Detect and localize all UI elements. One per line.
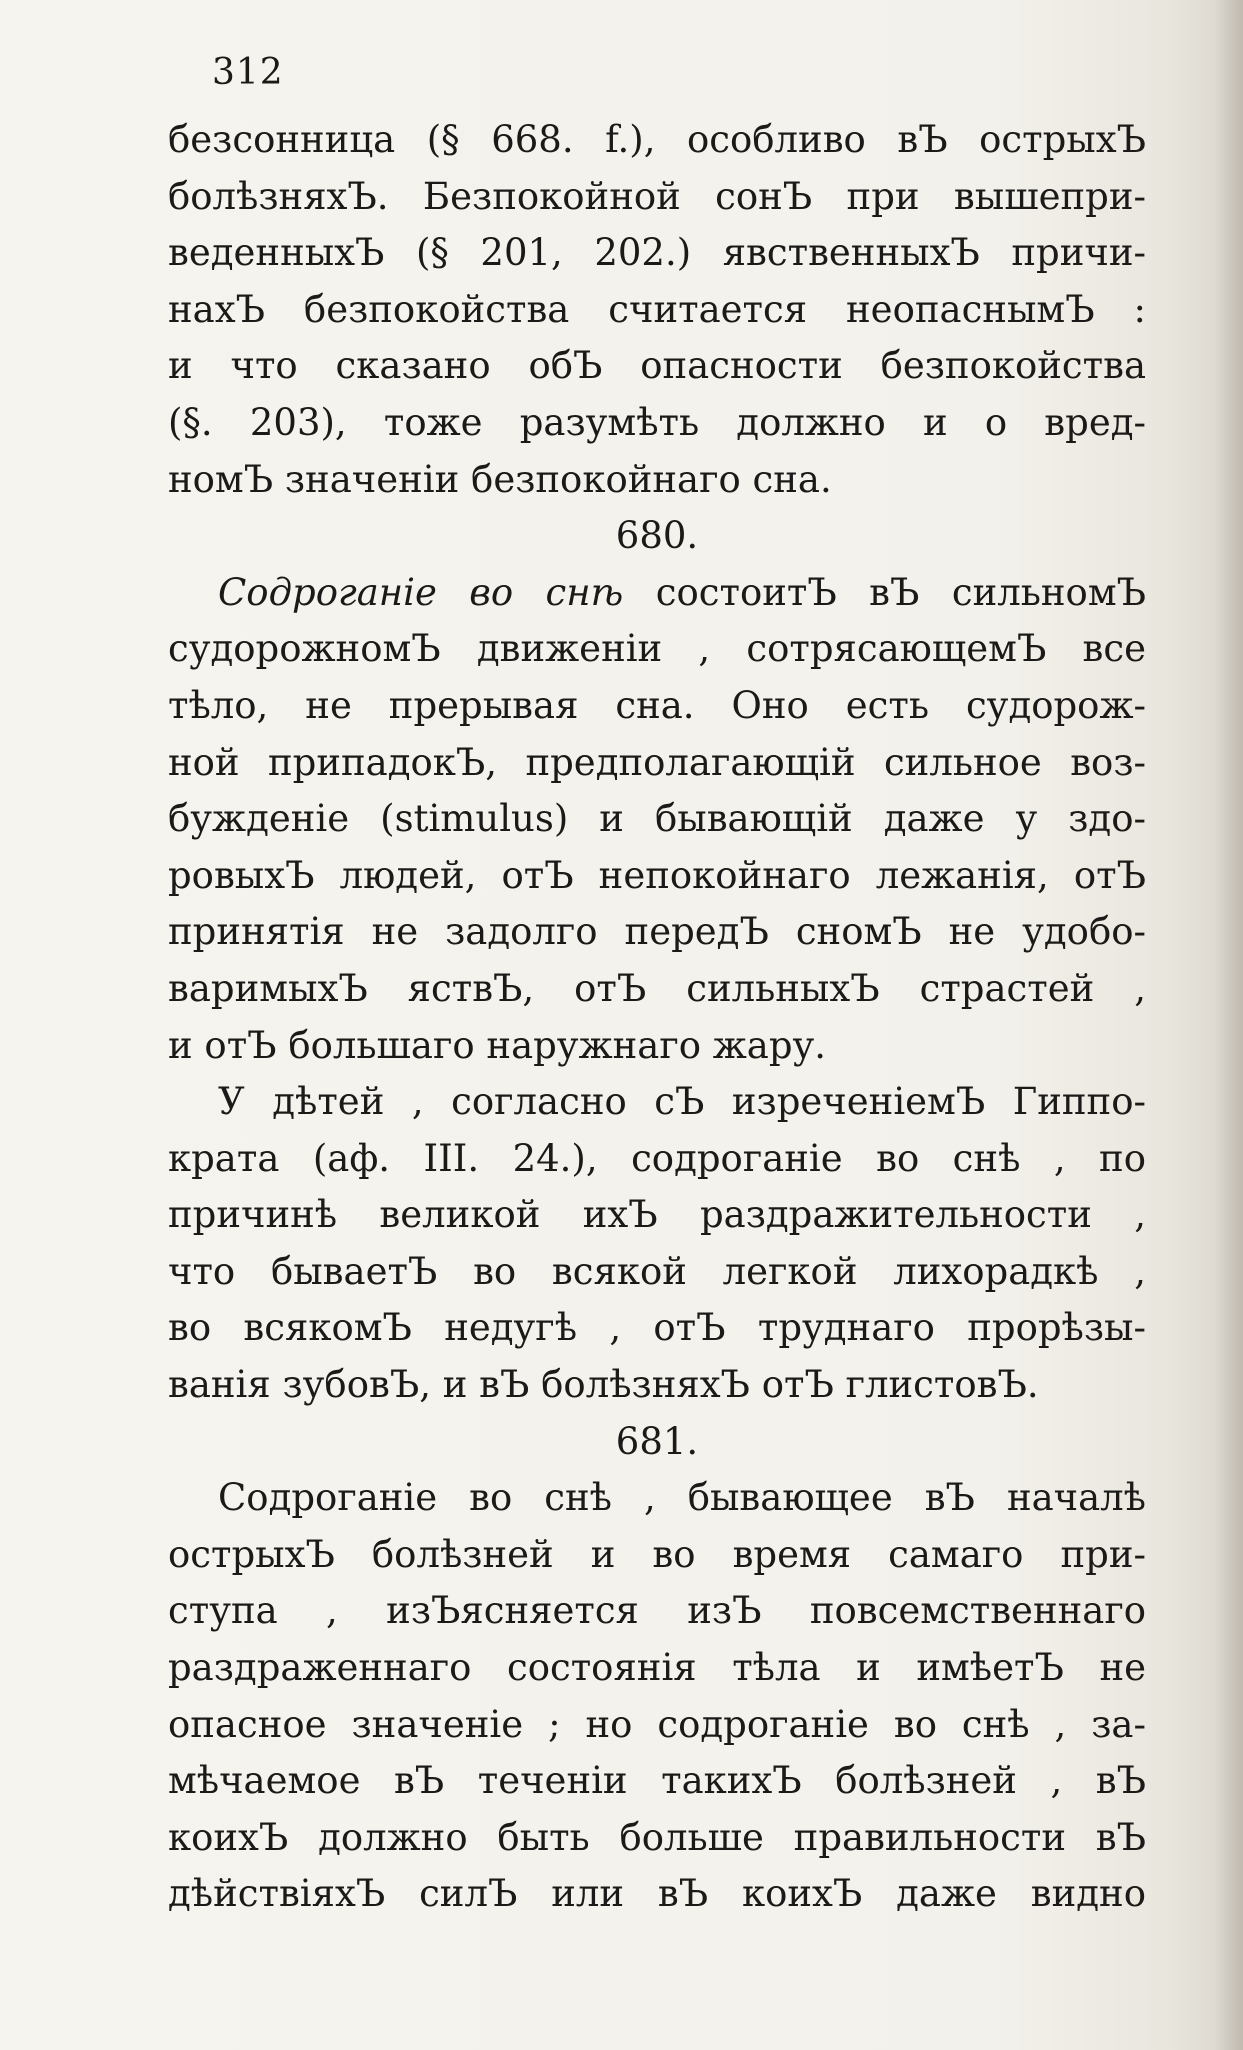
text-line: во всякомЪ недугѣ , отЪ труднаго прорѣзы- (168, 1306, 1146, 1350)
text-line: острыхЪ болѣзней и во время самаго при- (168, 1532, 1146, 1576)
text-line: безсонница (§ 668. f.), особливо вЪ острыхЪ (168, 118, 1146, 161)
text-line: что бываетЪ во всякой легкой лихорадкѣ , (168, 1249, 1146, 1293)
text-line: мѣчаемое вЪ теченіи такихЪ болѣзней , вЪ (168, 1759, 1146, 1803)
text-line: и что сказано обЪ опасности безпокойства (168, 344, 1146, 388)
text-line: Содроганіе во снѣ , бывающее вЪ началѣ (218, 1476, 1146, 1520)
text-line: судорожномЪ движеніи , сотрясающемЪ все (168, 627, 1146, 671)
section-680-first-line-rest: состоитЪ вЪ сильномЪ (655, 570, 1146, 614)
text-line: раздраженнаго состоянія тѣла и имѣетЪ не (168, 1646, 1146, 1690)
text-line: варимыхЪ яствЪ, отЪ сильныхЪ страстей , (168, 966, 1146, 1010)
text-line: нахЪ безпокойства считается неопаснымЪ : (168, 287, 1146, 331)
section-heading-681: 681. (615, 1419, 699, 1463)
text-line: причинѣ великой ихЪ раздражительности , (168, 1193, 1146, 1237)
text-line: (§. 203), тоже разумѣть должно и о вред- (168, 400, 1146, 444)
page-gutter-shadow (1215, 0, 1243, 2050)
text-line: веденныхЪ (§ 201, 202.) явственныхЪ причи- (168, 231, 1146, 275)
text-line: У дѣтей , согласно сЪ изреченіемЪ Гиппо- (218, 1080, 1146, 1124)
section-heading-680: 680. (615, 514, 699, 558)
page-number: 312 (212, 52, 284, 93)
section-680-first-line (168, 565, 1146, 622)
text-line: ступа , изЪясняется изЪ повсемственнаго (168, 1589, 1146, 1633)
text-line: тѣло, не прерывая сна. Оно есть судорож- (168, 683, 1146, 727)
text-line: и отЪ большаго наружнаго жару. (168, 1023, 827, 1067)
text-line: бужденіе (stimulus) и бывающій даже у здо- (168, 797, 1146, 841)
text-line: принятія не задолго передЪ сномЪ не удобо- (168, 910, 1146, 954)
text-line: коихЪ должно быть больше правильности вЪ (168, 1815, 1146, 1859)
section-680-term: Содроганіе во снѣ (218, 570, 624, 614)
text-line: ной припадокЪ, предполагающій сильное воз- (168, 740, 1146, 784)
text-line: болѣзняхЪ. Безпокойной сонЪ при вышепри- (168, 174, 1146, 218)
text-line: ровыхЪ людей, отЪ непокойнаго лежанія, отЪ (168, 853, 1146, 897)
text-line: ванія зубовЪ, и вЪ болѣзняхЪ отЪ глистовЪ. (168, 1363, 1039, 1407)
text-line: дѣйствіяхЪ силЪ или вЪ коихЪ даже видно (168, 1872, 1146, 1916)
text-line: номЪ значеніи безпокойнаго сна. (168, 457, 832, 501)
body-text (168, 112, 1146, 1923)
text-line: крата (аф. III. 24.), содроганіе во снѣ , по (168, 1136, 1146, 1180)
text-line: опасное значеніе ; но содроганіе во снѣ , за- (168, 1702, 1146, 1746)
